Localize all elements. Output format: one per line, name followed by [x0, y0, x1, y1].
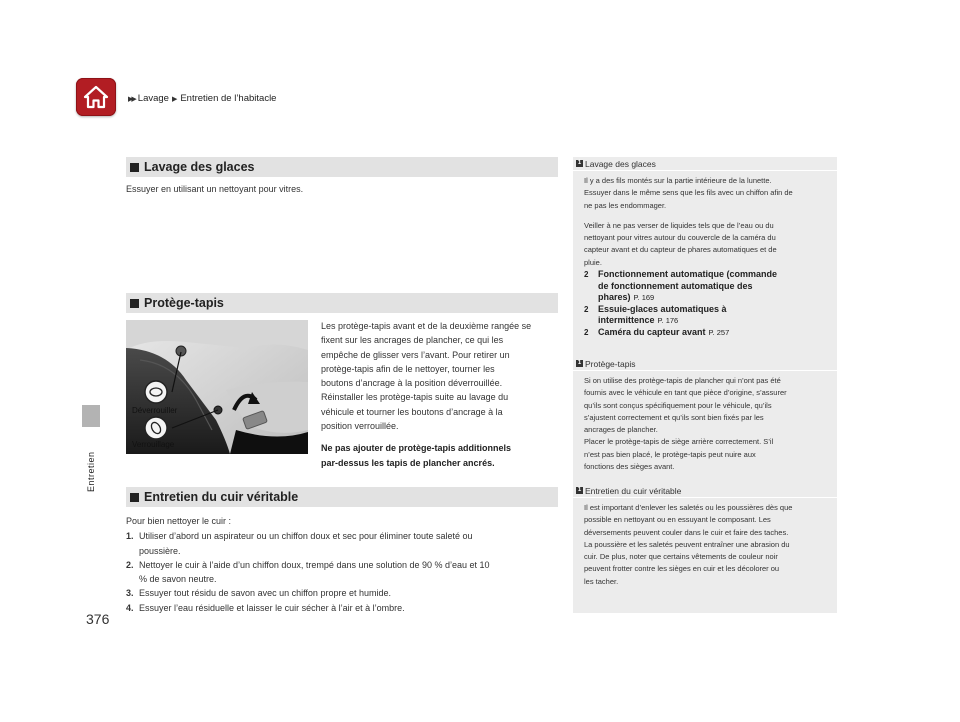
note-line: Veiller à ne pas verser de liquides tels que de l’eau ou du — [584, 220, 774, 230]
section-header-leather — [126, 487, 558, 507]
xref-text: de fonctionnement automatique des — [598, 280, 753, 291]
step-text: Utiliser d’abord un aspirateur ou un chiffon doux et sec pour éliminer toute saleté ou — [139, 531, 473, 542]
xref-text: Essuie-glaces automatiques à — [598, 303, 727, 314]
mats-line: véhicule et tourner les boutons d’ancrage à la — [321, 406, 503, 417]
lock-label: Verrouillage — [132, 440, 175, 449]
xref-arrow-icon: 2 — [584, 304, 589, 314]
step-text: Essuyer l’eau résiduelle et laisser le cuir sécher à l’air et à l’ombre. — [139, 602, 405, 613]
note-line: n’est pas bien placé, le protège-tapis peut nuire aux — [584, 449, 756, 459]
xref-page: P. 257 — [708, 327, 730, 337]
breadcrumb-current: Entretien de l’habitacle — [180, 93, 277, 104]
xref-text: intermittence — [598, 315, 655, 326]
chapter-tab-marker — [82, 405, 100, 427]
note-box-icon: 1 — [577, 487, 582, 493]
note-line: peuvent frotter contre les sièges en cuir et les décolorer ou — [584, 564, 780, 574]
note-line: pluie. — [584, 257, 602, 267]
xref-text: phares) — [598, 292, 631, 303]
step-text: poussière. — [139, 545, 181, 556]
list-item — [126, 558, 566, 587]
home-icon — [82, 83, 110, 111]
note-line: s’ajustent correctement et qu’ils sont bien fixés par les — [584, 412, 764, 422]
list-item — [126, 601, 566, 615]
step-number: 3. — [126, 588, 134, 599]
step-number: 2. — [126, 559, 134, 570]
note-header — [573, 357, 837, 371]
step-number: 1. — [126, 531, 134, 542]
note-title: Protège-tapis — [585, 358, 636, 369]
note-header — [573, 484, 837, 498]
note-title: Lavage des glaces — [585, 158, 656, 169]
breadcrumb-link-lavage[interactable]: Lavage — [137, 93, 169, 104]
note-line: La poussière et les saletés peuvent entraîner une abrasion du — [584, 539, 790, 549]
breadcrumb — [128, 93, 276, 104]
xref-page: P. 169 — [633, 293, 655, 303]
floor-mat-anchor-photo — [126, 320, 308, 454]
home-button[interactable] — [76, 78, 116, 116]
xref-link[interactable] — [584, 327, 837, 339]
note-body — [573, 371, 837, 473]
note-line: Si on utilise des protège-tapis de plancher qui n’ont pas été — [584, 376, 781, 385]
breadcrumb-arrow-icon: ▶▶ — [128, 95, 135, 103]
section-header-glass — [126, 157, 558, 177]
note-line: cuir. De plus, noter que certains vêtements de couleur noir — [584, 552, 778, 562]
note-leather — [573, 484, 837, 588]
xref-arrow-icon: 2 — [584, 327, 589, 337]
note-body — [573, 498, 837, 588]
section-header-mats — [126, 293, 558, 313]
section-title-mats: Protège-tapis — [144, 296, 224, 310]
mats-line: fixent sur les ancrages de plancher, ce qui les — [321, 335, 504, 346]
mats-line: Les protège-tapis avant et de la deuxième rangée se — [321, 321, 532, 331]
step-text: % de savon neutre. — [139, 574, 217, 585]
mats-line: protège-tapis afin de le nettoyer, tourner les — [321, 363, 495, 374]
mats-warning: par-dessus les tapis de plancher ancrés. — [321, 457, 495, 468]
xref-link[interactable] — [584, 304, 837, 327]
note-line: les tacher. — [584, 576, 619, 586]
mats-line: position verrouillée. — [321, 421, 399, 432]
section-title-leather: Entretien du cuir véritable — [144, 490, 299, 504]
note-line: nettoyant pour vitres autour du couvercle de la caméra du — [584, 233, 776, 243]
mats-line: empêche de glisser vers l’avant. Pour retirer un — [321, 349, 510, 360]
note-header — [573, 157, 837, 171]
note-line: qu’ils sont conçus spécifiquement pour le véhicule, qu’ils — [584, 400, 772, 410]
note-line: possible en nettoyant ou en essuyant le composant. Les — [584, 515, 771, 525]
note-body — [573, 171, 837, 269]
leather-steps — [126, 514, 566, 615]
unlock-label: Déverrouiller — [132, 406, 178, 415]
xref-page: P. 176 — [657, 316, 679, 326]
note-line: Essuyer dans le même sens que les fils avec un chiffon afin de — [584, 188, 793, 198]
glass-text: Essuyer en utilisant un nettoyant pour vitres. — [126, 184, 304, 194]
notes-column — [573, 157, 837, 613]
xref-text: Fonctionnement automatique (commande — [598, 269, 778, 280]
step-text: Nettoyer le cuir à l’aide d’un chiffon doux, trempé dans une solution de 90 % d’eau et 10 — [139, 559, 490, 570]
mats-paragraph — [321, 319, 566, 470]
note-line: fonctions des sièges avant. — [584, 462, 675, 472]
list-item — [126, 529, 566, 558]
note-line: Placer le protège-tapis de siège arrière correctement. S’il — [584, 437, 774, 447]
note-line: fournis avec le véhicule en tant que pièce d’origine, s’assurer — [584, 388, 787, 398]
xref-arrow-icon: 2 — [584, 270, 589, 280]
note-line: capteur avant et du capteur de phares automatiques et de — [584, 245, 777, 255]
note-line: Il est important d’enlever les saletés ou les poussières dès que — [584, 503, 793, 512]
note-mats — [573, 357, 837, 473]
section-square-icon — [130, 299, 139, 308]
list-item — [126, 586, 566, 600]
mats-warning: Ne pas ajouter de protège-tapis additionnels — [321, 443, 512, 454]
xref-link[interactable] — [584, 269, 837, 304]
section-square-icon — [130, 163, 139, 172]
note-line: ancrages de plancher. — [584, 425, 658, 435]
note-title: Entretien du cuir véritable — [585, 485, 682, 496]
step-number: 4. — [126, 602, 134, 613]
step-text: Essuyer tout résidu de savon avec un chiffon propre et humide. — [139, 588, 391, 599]
note-box-icon: 1 — [577, 360, 582, 366]
note-glass — [573, 157, 837, 338]
note-line: Il y a des fils montés sur la partie intérieure de la lunette. — [584, 176, 772, 185]
mats-line: Réinstaller les protège-tapis suite au lavage du — [321, 392, 509, 403]
chapter-side-label: Entretien — [86, 451, 96, 492]
leather-intro: Pour bien nettoyer le cuir : — [126, 516, 232, 526]
breadcrumb-arrow-icon: ▶ — [171, 95, 178, 103]
mats-line: boutons d’ancrage à la position déverrouillée. — [321, 378, 503, 389]
note-line: ne pas les endommager. — [584, 200, 667, 210]
note-line: déversements peuvent couler dans le cuir et faire des taches. — [584, 527, 789, 537]
note-box-icon: 1 — [577, 160, 582, 166]
xref-text: Caméra du capteur avant — [598, 326, 706, 337]
section-title-glass: Lavage des glaces — [144, 160, 255, 174]
section-square-icon — [130, 493, 139, 502]
page-number: 376 — [86, 611, 110, 627]
